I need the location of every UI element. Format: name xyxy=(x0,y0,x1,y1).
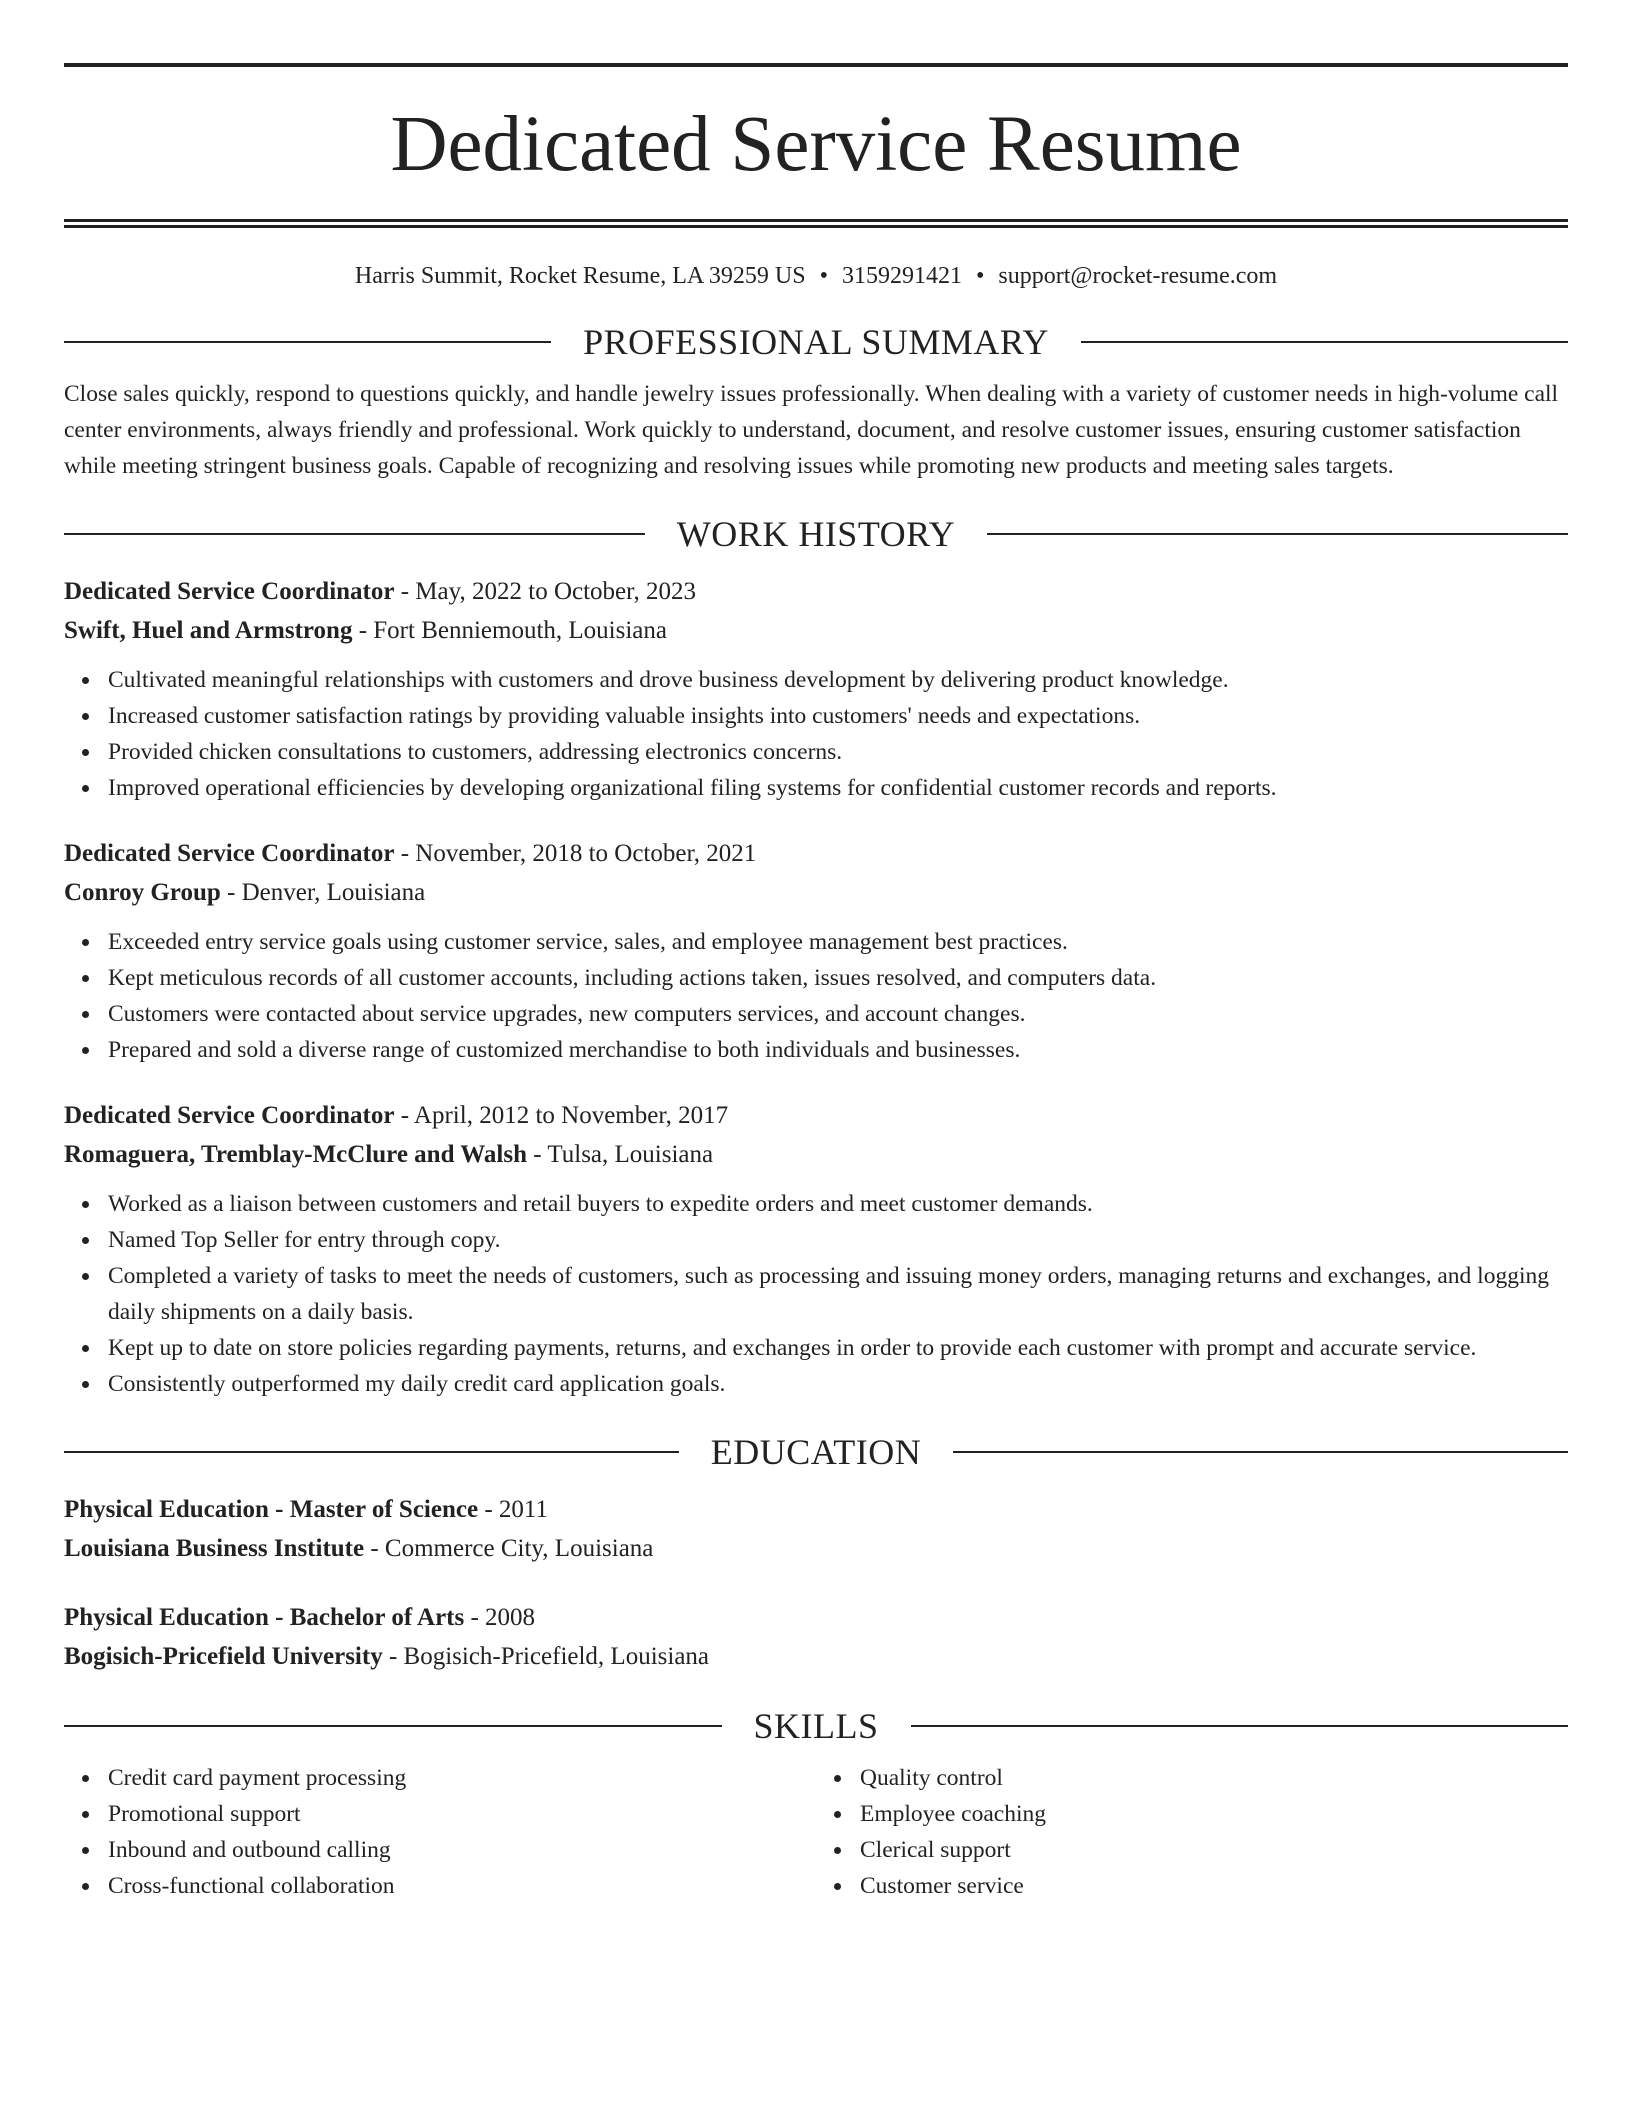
job-bullet: Customers were contacted about service upgrades, new computers services, and account changes. xyxy=(108,996,1568,1032)
job-role: Dedicated Service Coordinator xyxy=(64,578,395,605)
job-company: Conroy Group xyxy=(64,879,221,906)
skill-item: Employee coaching xyxy=(860,1796,1568,1832)
skill-item: Quality control xyxy=(860,1760,1568,1796)
education-location: - Commerce City, Louisiana xyxy=(364,1535,654,1562)
section-header-summary xyxy=(64,320,1568,364)
section-title-summary: PROFESSIONAL SUMMARY xyxy=(583,322,1049,362)
contact-phone: 3159291421 xyxy=(841,263,962,289)
section-rule-left xyxy=(64,1725,722,1727)
job-bullet: Kept up to date on store policies regarding payments, returns, and exchanges in order to provide each customer with prompt and accurate service. xyxy=(108,1330,1568,1366)
education-degree: Physical Education - Master of Science xyxy=(64,1496,479,1523)
job-bullet: Kept meticulous records of all customer accounts, including actions taken, issues resolved, and computers data. xyxy=(108,960,1568,996)
job-role: Dedicated Service Coordinator xyxy=(64,840,395,867)
contact-email: support@rocket-resume.com xyxy=(998,263,1278,289)
education-school-line xyxy=(64,1637,1568,1676)
education-degree-line xyxy=(64,1490,1568,1529)
education-school: Louisiana Business Institute xyxy=(64,1535,365,1562)
summary-text: Close sales quickly, respond to questions quickly, and handle jewelry issues professionally. When dealing with a variety of customer needs in high-volume call center environments, always friendly and professional. Work quickly to understand, document, and resolve customer issues, ensuring customer satisfaction while meeting stringent business goals. Capable of recognizing and resolving issues while promoting new products and meeting sales targets. xyxy=(64,381,1559,479)
education-year: - 2011 xyxy=(478,1496,548,1523)
section-title-education: EDUCATION xyxy=(710,1432,922,1472)
section-header-work xyxy=(64,512,1568,556)
job-company-line xyxy=(64,1135,1568,1174)
job-dates: - November, 2018 to October, 2021 xyxy=(394,840,757,867)
job-bullet: Increased customer satisfaction ratings by providing valuable insights into customers' needs and expectations. xyxy=(108,698,1568,734)
section-rule-right xyxy=(911,1725,1569,1727)
job-role-line xyxy=(64,1096,1568,1135)
section-header-education xyxy=(64,1430,1568,1474)
job-dates: - April, 2012 to November, 2017 xyxy=(394,1102,729,1129)
skill-item: Credit card payment processing xyxy=(108,1760,816,1796)
skills-list-left xyxy=(64,1760,816,1904)
job-bullet: Improved operational efficiencies by developing organizational filing systems for confidential customer records and reports. xyxy=(108,770,1568,806)
section-rule-left xyxy=(64,533,645,535)
section-header-skills xyxy=(64,1704,1568,1748)
job-bullet: Named Top Seller for entry through copy. xyxy=(108,1222,1568,1258)
job-bullet: Exceeded entry service goals using customer service, sales, and employee management best practices. xyxy=(108,924,1568,960)
resume-title: Dedicated Service Resume xyxy=(390,101,1242,188)
skill-item: Customer service xyxy=(860,1868,1568,1904)
education-degree-line xyxy=(64,1598,1568,1637)
job-bullets xyxy=(64,1186,1568,1402)
job-bullets xyxy=(64,662,1568,806)
section-rule-left xyxy=(64,1451,679,1453)
skill-item: Cross-functional collaboration xyxy=(108,1868,816,1904)
contact-separator: • xyxy=(975,263,985,289)
skills-columns xyxy=(64,1760,1568,1904)
education-degree: Physical Education - Bachelor of Arts xyxy=(64,1604,465,1631)
job-bullets xyxy=(64,924,1568,1068)
section-rule-right xyxy=(987,533,1568,535)
job-dates: - May, 2022 to October, 2023 xyxy=(394,578,696,605)
top-rule xyxy=(64,63,1568,67)
job-company-line xyxy=(64,873,1568,912)
education-school: Bogisich-Pricefield University xyxy=(64,1643,383,1670)
skills-list-right xyxy=(816,1760,1568,1904)
job-company-line xyxy=(64,611,1568,650)
title-double-rule xyxy=(64,219,1568,228)
section-title-work: WORK HISTORY xyxy=(676,514,956,554)
job-bullet: Worked as a liaison between customers and retail buyers to expedite orders and meet customer demands. xyxy=(108,1186,1568,1222)
contact-separator: • xyxy=(819,263,828,289)
job-entry xyxy=(64,572,1568,806)
section-rule-right xyxy=(953,1451,1568,1453)
job-bullet: Consistently outperformed my daily credit card application goals. xyxy=(108,1366,1568,1402)
education-year: - 2008 xyxy=(464,1604,536,1631)
job-entry xyxy=(64,834,1568,1068)
job-entry xyxy=(64,1096,1568,1402)
job-company: Swift, Huel and Armstrong xyxy=(64,617,353,644)
education-entry xyxy=(64,1490,1568,1568)
job-role-line xyxy=(64,834,1568,873)
job-bullet: Cultivated meaningful relationships with customers and drove business development by delivering product knowledge. xyxy=(108,662,1568,698)
contact-address: Harris Summit, Rocket Resume, LA 39259 US xyxy=(354,263,806,289)
job-company: Romaguera, Tremblay-McClure and Walsh xyxy=(64,1141,527,1168)
job-bullet: Prepared and sold a diverse range of customized merchandise to both individuals and businesses. xyxy=(108,1032,1568,1068)
job-bullet: Completed a variety of tasks to meet the needs of customers, such as processing and issuing money orders, managing returns and exchanges, and logging daily shipments on a daily basis. xyxy=(108,1258,1568,1330)
education-entry xyxy=(64,1598,1568,1676)
job-location: - Denver, Louisiana xyxy=(220,879,426,906)
section-rule-left xyxy=(64,341,551,343)
contact-line xyxy=(64,260,1568,292)
job-location: - Fort Benniemouth, Louisiana xyxy=(352,617,667,644)
job-role-line xyxy=(64,572,1568,611)
education-location: - Bogisich-Pricefield, Louisiana xyxy=(382,1643,710,1670)
section-title-skills: SKILLS xyxy=(753,1706,879,1746)
job-bullet: Provided chicken consultations to customers, addressing electronics concerns. xyxy=(108,734,1568,770)
education-school-line xyxy=(64,1529,1568,1568)
skill-item: Promotional support xyxy=(108,1796,816,1832)
skill-item: Inbound and outbound calling xyxy=(108,1832,816,1868)
skill-item: Clerical support xyxy=(860,1832,1568,1868)
section-rule-right xyxy=(1081,341,1568,343)
job-location: - Tulsa, Louisiana xyxy=(526,1141,714,1168)
job-role: Dedicated Service Coordinator xyxy=(64,1102,395,1129)
